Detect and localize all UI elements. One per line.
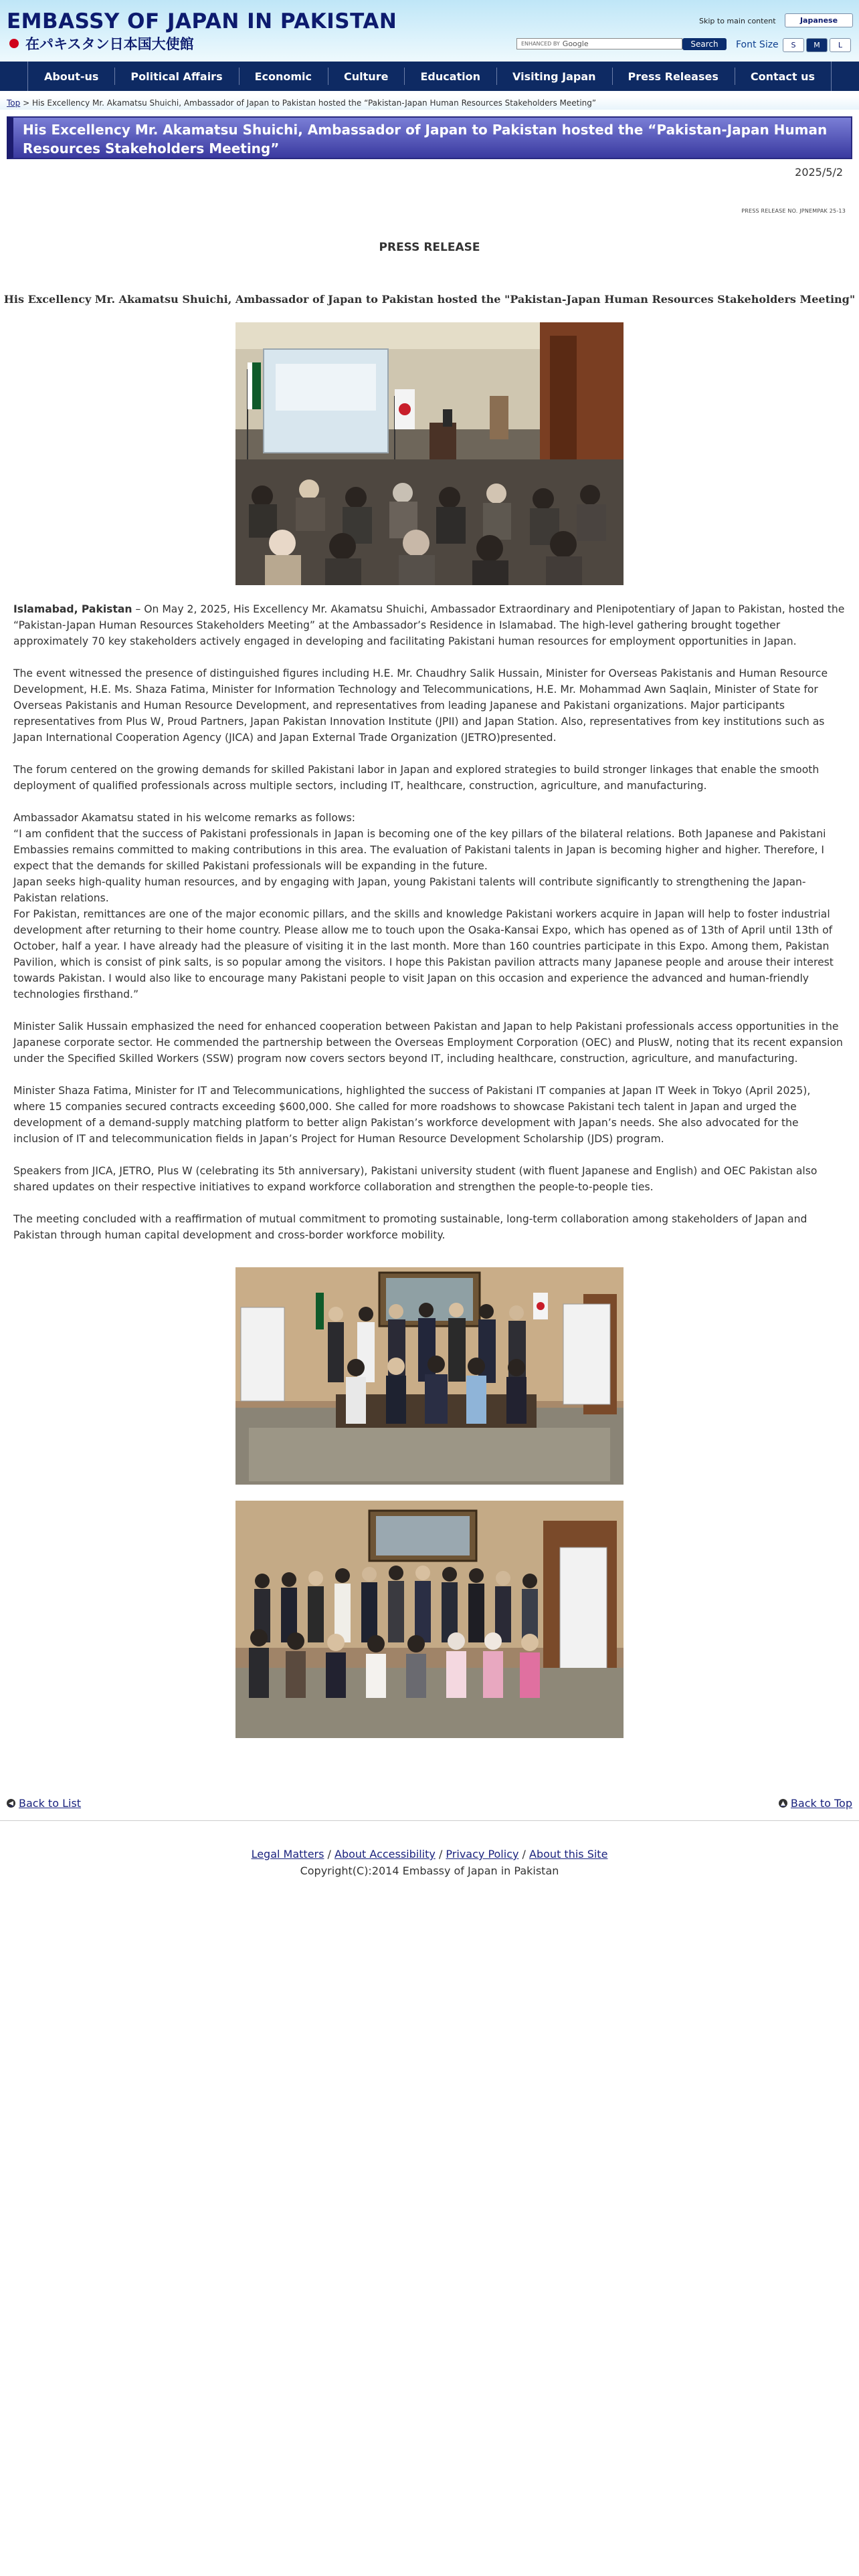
article-paragraph: The meeting concluded with a reaffirmation of mutual commitment to promoting sustainable, long-term collaboration among stakeholders of Japan and Pakistan through human capital development and cross-border workforce mobility. [13,1213,807,1241]
group-photo-stakeholders [235,1501,624,1738]
font-size-label: Font Size [736,39,779,50]
article-dateline: Islamabad, Pakistan [13,603,132,615]
search-button[interactable]: Search [682,38,727,50]
article-paragraph: Ambassador Akamatsu stated in his welcome remarks as follows: [13,812,356,824]
group-photo-officials [235,1267,624,1485]
article-paragraph: Minister Shaza Fatima, Minister for IT and Telecommunications, highlighted the success of Pakistani IT companies at Japan IT Week in Tokyo (April 2025), where 15 companies secured contracts exceeding $600,000. She called for more roadshows to showcase Pakistani tech talent in Japan and urged the development of a demand-supply matching platform to better align Pakistan’s workforce development with Japan’s needs. She also advocated for the inclusion of IT and telecommunication fields in Japan’s Project for Human Resource Development Scholarship (JDS) program. [13,1085,811,1145]
nav-economic[interactable]: Economic [239,62,328,91]
about-this-site-link[interactable]: About this Site [529,1848,608,1860]
font-size-large-button[interactable]: L [830,38,851,52]
article-quote: “I am confident that the success of Pakistani professionals in Japan is becoming one of the key pillars of the bilateral relations. Both Japanese and Pakistani Embassies remains committed to making contributions in this area. The evaluation of Pakistani talents in Japan is becoming higher and higher. Therefore, I expect that the demands for skilled Pakistani professionals will be expanding in the future. [13,828,826,872]
copyright: Copyright(C):2014 Embassy of Japan in Pakistan [300,1864,559,1877]
article-paragraph: Speakers from JICA, JETRO, Plus W (celebrating its 5th anniversary), Pakistani university student (with fluent Japanese and English) and OEC Pakistan also shared updates on their respective initiatives to expand workforce collaboration and strengthen the people-to-people ties. [13,1165,818,1193]
nav-education[interactable]: Education [404,62,496,91]
site-header [0,0,859,62]
arrow-up-icon: ▲ [779,1799,787,1808]
breadcrumb-separator: > [20,98,32,108]
skip-to-content-link[interactable]: Skip to main content [699,17,776,25]
article-paragraph: Minister Salik Hussain emphasized the need for enhanced cooperation between Pakistan and Japan to help Pakistani professionals access opportunities in the Japanese corporate sector. He commended the partnership between the Overseas Employment Corporation (OEC) and PlusW, noting that its recent expansion under the Specified Skilled Workers (SSW) program now covers sectors beyond IT, including healthcare, construction, agriculture, and manufacturing. [13,1021,843,1065]
footer-link-separator: / [518,1848,530,1860]
privacy-policy-link[interactable]: Privacy Policy [446,1848,519,1860]
press-release-label: PRESS RELEASE [379,241,480,254]
japanese-language-button[interactable]: Japanese [785,13,853,27]
google-logo-icon: Google [562,39,589,48]
photo-2-wrapper [0,1243,859,1485]
nav-political-affairs[interactable]: Political Affairs [114,62,238,91]
release-date: 2025/5/2 [795,166,843,179]
article-body [0,601,859,1243]
page-title: His Excellency Mr. Akamatsu Shuichi, Ambassador of Japan to Pakistan hosted the “Pakistan-Japan Human Resources Stakeholders Meeting” [7,116,852,159]
site-title[interactable]: EMBASSY OF JAPAN IN PAKISTAN [7,9,397,33]
article-paragraph: The event witnessed the presence of distinguished figures including H.E. Mr. Chaudhry Salik Hussain, Minister for Overseas Pakistanis and Human Resource Development, H.E. Ms. Shaza Fatima, Minister for Information Technology and Telecommunications, H.E. Mr. Mohammad Awn Saqlain, Minister of State for Overseas Pakistanis and Human Resource Development, and representatives from leading Japanese and Pakistani organizations. Major participants representatives from Plus W, Proud Partners, Japan Pakistan Innovation Institute (JPII) and Japan Station. Also, representatives from key institutions such as Japan International Cooperation Agency (JICA) and Japan External Trade Organization (JETRO)presented. [13,667,828,744]
back-to-list-label: Back to List [19,1797,82,1810]
meeting-photo [235,322,624,585]
main-content [0,116,859,1877]
japan-flag-icon [9,39,19,48]
article-paragraph: The forum centered on the growing demands for skilled Pakistani labor in Japan and explored strategies to build stronger linkages that enable the smooth deployment of qualified professionals across multiple sectors, including IT, healthcare, construction, agriculture, and manufacturing. [13,764,820,792]
nav-contact-us[interactable]: Contact us [735,62,832,91]
about-accessibility-link[interactable]: About Accessibility [335,1848,436,1860]
font-size-small-button[interactable]: S [783,38,804,52]
breadcrumb-home-link[interactable]: Top [7,98,21,108]
breadcrumb-current: His Excellency Mr. Akamatsu Shuichi, Ambassador of Japan to Pakistan hosted the “Pakistan-Japan Human Resources Stakeholders Meeting” [31,98,597,108]
article-quote: For Pakistan, remittances are one of the major economic pillars, and the skills and knowledge Pakistani workers acquire in Japan will help to foster industrial development after returning to their home country. Please allow me to touch upon the Osaka-Kansai Expo, which has opened as of 13th of April until 13th of October, half a year. I have already had the pleasure of visiting it in the last month. More than 160 countries participate in this Expo. Among them, Pakistan Pavilion, which is consist of pink salts, is so popular among the visitors. I hope this Pakistan pavilion attracts many Japanese people and arouse their interest towards Pakistan. I would also like to encourage many Pakistani people to visit Japan on this occasion and experience the advanced and human-friendly technologies firsthand.” [13,908,834,1000]
legal-matters-link[interactable]: Legal Matters [251,1848,324,1860]
search-enhanced-label: ENHANCED BY [521,41,560,47]
release-number: PRESS RELEASE NO. JPNEMPAK 25-13 [741,208,846,214]
back-to-list-link[interactable] [7,1797,81,1810]
article-quote: Japan seeks high-quality human resources, and by engaging with Japan, young Pakistani talents will contribute significantly to strengthening the Japan-Pakistan relations. [13,876,806,904]
nav-press-releases[interactable]: Press Releases [612,62,735,91]
nav-about-us[interactable]: About-us [27,62,114,91]
footer-link-separator: / [435,1848,446,1860]
article-headline: His Excellency Mr. Akamatsu Shuichi, Ambassador of Japan to Pakistan hosted the "Pakistan-Japan Human Resources Stakeholders Meeting" [3,293,856,306]
nav-culture[interactable]: Culture [328,62,404,91]
font-size-medium-button[interactable]: M [806,38,828,52]
back-links-row [0,1797,859,1810]
photo-1-wrapper [0,306,859,585]
footer-divider [0,1820,859,1821]
back-to-top-link[interactable] [779,1797,852,1810]
article-paragraph-lead [13,601,846,649]
footer-links [0,1848,859,1860]
site-subtitle-text: 在パキスタン日本国大使館 [25,36,194,52]
footer-link-separator: / [324,1848,335,1860]
site-subtitle [9,35,194,52]
back-to-top-label: Back to Top [790,1797,852,1810]
article-lead-text: – On May 2, 2025, His Excellency Mr. Akamatsu Shuichi, Ambassador Extraordinary and Plenipotentiary of Japan to Pakistan, hosted the “Pakistan-Japan Human Resources Stakeholders Meeting” at the Ambassador’s Residence in Islamabad. The high-level gathering brought together approximately 70 key stakeholders actively engaged in developing and facilitating Pakistani human resources for employment opportunities in Japan. [13,603,845,647]
main-nav [0,62,859,91]
breadcrumb [0,96,859,110]
photo-3-wrapper [0,1485,859,1738]
search-input[interactable] [516,38,682,49]
arrow-left-icon: ◀ [7,1799,15,1808]
nav-visiting-japan[interactable]: Visiting Japan [496,62,612,91]
